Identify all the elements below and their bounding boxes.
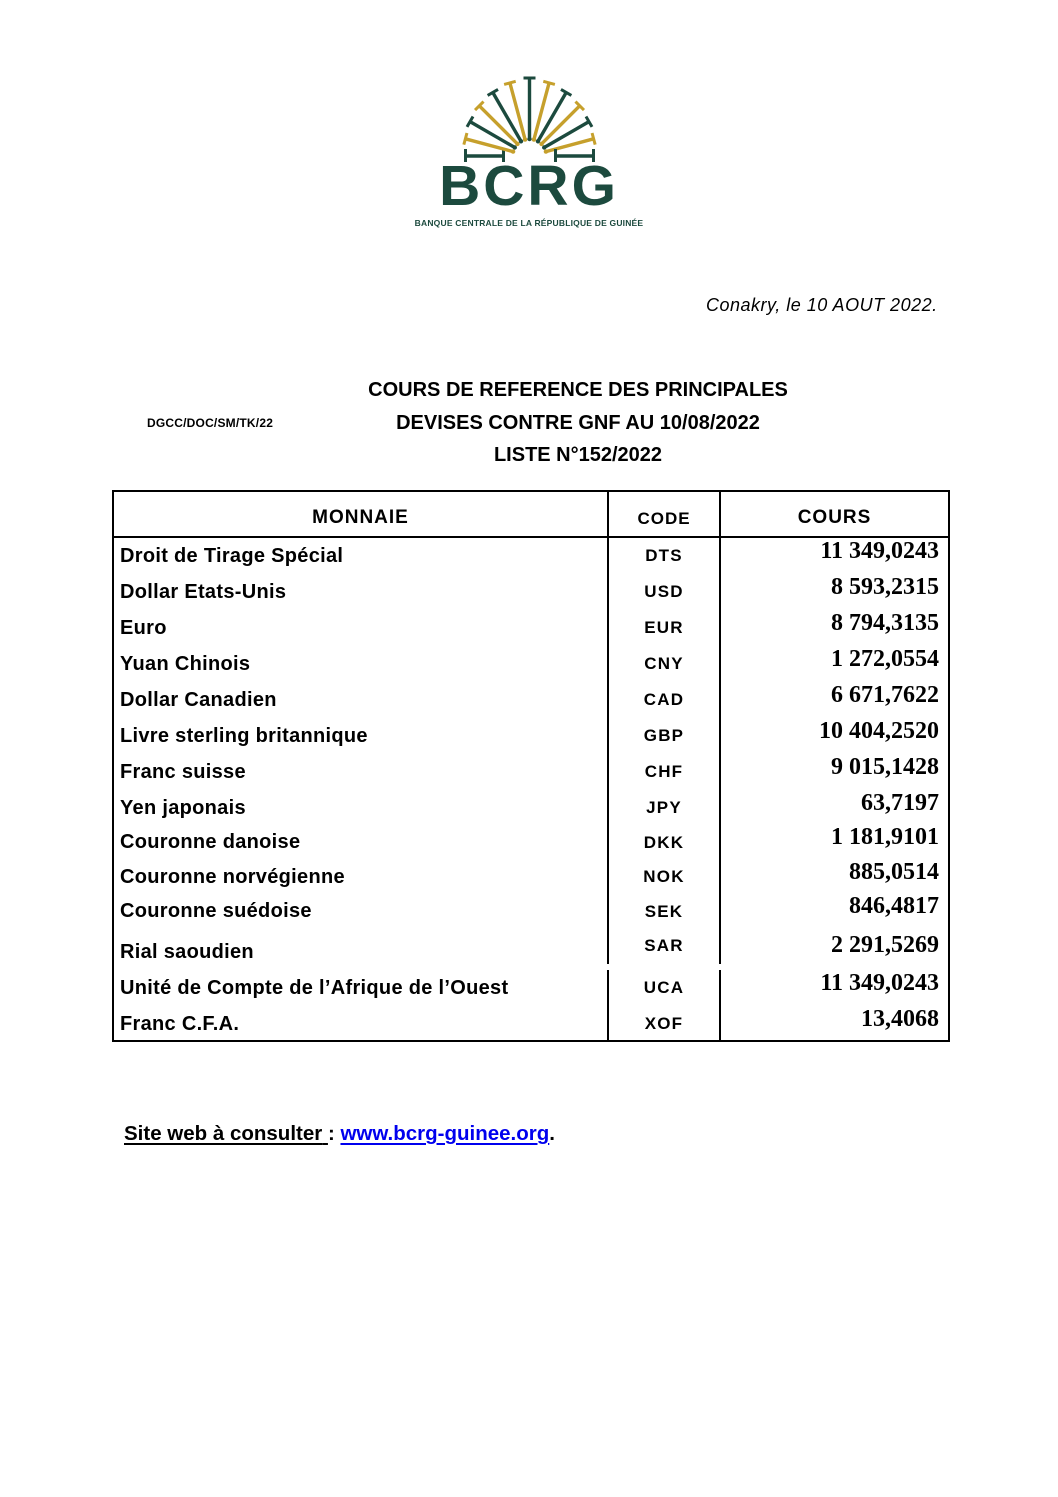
dateline: Conakry, le 10 AOUT 2022. bbox=[706, 295, 938, 315]
table-row bbox=[114, 646, 948, 682]
currency-rate: 885,0514 bbox=[849, 858, 939, 885]
currency-rate: 10 404,2520 bbox=[819, 717, 939, 744]
currency-rate: 13,4068 bbox=[861, 1005, 939, 1032]
currency-rate: 8 593,2315 bbox=[831, 573, 939, 600]
currency-code: UCA bbox=[607, 970, 721, 1006]
currency-name: Couronne suédoise bbox=[120, 900, 312, 922]
currency-code: CNY bbox=[607, 646, 721, 682]
website-link[interactable]: www.bcrg-guinee.org bbox=[340, 1122, 550, 1145]
currency-rate: 846,4817 bbox=[849, 893, 939, 919]
title-line-3: LISTE N°152/2022 bbox=[493, 444, 663, 466]
table-row bbox=[114, 928, 948, 970]
table-row bbox=[114, 682, 948, 718]
currency-rate: 1 272,0554 bbox=[831, 645, 939, 672]
title-line-2: DEVISES CONTRE GNF AU 10/08/2022 bbox=[396, 411, 760, 434]
header-code: CODE bbox=[607, 492, 721, 536]
currency-name: Dollar Etats-Unis bbox=[120, 580, 287, 603]
currency-name: Franc suisse bbox=[120, 760, 246, 783]
currency-code: GBP bbox=[607, 718, 721, 754]
currency-rate: 9 015,1428 bbox=[831, 753, 939, 780]
currency-name: Franc C.F.A. bbox=[120, 1012, 240, 1035]
currency-rate: 11 349,0243 bbox=[820, 969, 939, 996]
currency-name: Rial saoudien bbox=[120, 941, 254, 963]
table-row bbox=[114, 859, 948, 895]
currency-name: Couronne norvégienne bbox=[120, 865, 345, 888]
footer bbox=[124, 1122, 555, 1146]
document-reference: DGCC/DOC/SM/TK/22 bbox=[147, 416, 274, 430]
currency-code: JPY bbox=[607, 790, 721, 826]
table-row bbox=[114, 895, 948, 928]
currency-rate: 1 181,9101 bbox=[831, 824, 939, 850]
logo-acronym: BCRG bbox=[439, 154, 619, 218]
table-row bbox=[114, 970, 948, 1006]
currency-code: CHF bbox=[607, 754, 721, 790]
table-row bbox=[114, 538, 948, 574]
table-row bbox=[114, 718, 948, 754]
currency-code: EUR bbox=[607, 610, 721, 646]
sunrise-rays-icon bbox=[447, 64, 612, 162]
footer-colon: : bbox=[327, 1122, 335, 1145]
table-header-row bbox=[114, 492, 948, 538]
footer-label: Site web à consulter bbox=[124, 1122, 323, 1145]
currency-code: CAD bbox=[607, 682, 721, 718]
currency-code: USD bbox=[607, 574, 721, 610]
header-monnaie: MONNAIE bbox=[312, 507, 409, 528]
table-row bbox=[114, 754, 948, 790]
title-line-1: COURS DE REFERENCE DES PRINCIPALES bbox=[368, 379, 788, 401]
currency-rate: 6 671,7622 bbox=[831, 681, 939, 708]
currency-code: SEK bbox=[607, 895, 721, 928]
logo-tagline: BANQUE CENTRALE DE LA RÉPUBLIQUE DE GUINÉE bbox=[414, 218, 644, 228]
currency-rate: 63,7197 bbox=[861, 789, 939, 816]
currency-name: Euro bbox=[120, 616, 167, 639]
document-title bbox=[358, 374, 798, 472]
table-row bbox=[114, 1006, 948, 1042]
table-body bbox=[114, 538, 948, 1042]
currency-name: Couronne danoise bbox=[120, 831, 301, 853]
header-cours: COURS bbox=[797, 507, 872, 528]
currency-name: Livre sterling britannique bbox=[120, 724, 368, 747]
currency-name: Droit de Tirage Spécial bbox=[120, 544, 344, 567]
table-row bbox=[114, 574, 948, 610]
currency-code: DKK bbox=[607, 826, 721, 859]
currency-rate: 8 794,3135 bbox=[831, 609, 939, 636]
currency-name: Unité de Compte de l’Afrique de l’Ouest bbox=[120, 976, 509, 999]
footer-period: . bbox=[549, 1122, 555, 1145]
exchange-rate-table bbox=[112, 490, 950, 1042]
currency-rate: 11 349,0243 bbox=[820, 537, 939, 564]
currency-code: NOK bbox=[607, 859, 721, 895]
currency-code: XOF bbox=[607, 1006, 721, 1042]
currency-code: SAR bbox=[607, 928, 721, 964]
bcrg-logo bbox=[0, 64, 1058, 228]
currency-rate: 2 291,5269 bbox=[831, 932, 939, 958]
currency-name: Yuan Chinois bbox=[120, 652, 251, 675]
table-row bbox=[114, 790, 948, 826]
currency-name: Dollar Canadien bbox=[120, 688, 277, 711]
currency-code: DTS bbox=[607, 538, 721, 574]
currency-name: Yen japonais bbox=[120, 796, 246, 819]
table-row bbox=[114, 826, 948, 859]
table-row bbox=[114, 610, 948, 646]
